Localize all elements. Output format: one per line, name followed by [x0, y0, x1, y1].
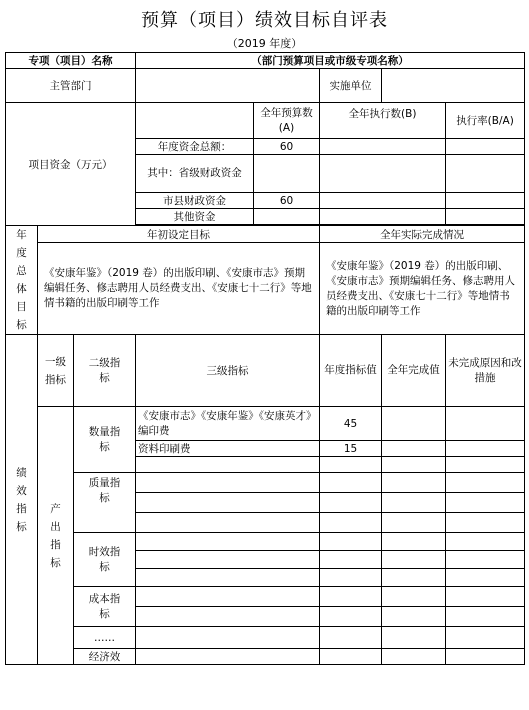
actual-value [382, 493, 446, 513]
exec-header: 全年执行数(B) [320, 103, 446, 139]
level3-item [136, 569, 320, 587]
project-name-value: （部门预算项目或市级专项名称） [136, 53, 525, 69]
actual-goal-text: 《安康年鉴》（2019 卷）的出版印刷、《安康市志》预期编辑任务、修志聘用人员经费支出、《安康七十二行》等地情书籍的出版印刷等工作 [320, 243, 525, 335]
level3-item [136, 493, 320, 513]
funds-row-budget [254, 209, 320, 225]
reason-value [446, 441, 525, 457]
funds-label: 项目资金（万元） [6, 103, 136, 226]
funds-row-budget [254, 155, 320, 193]
reason-value [446, 607, 525, 627]
reason-value [446, 473, 525, 493]
level3-item [136, 627, 320, 649]
actual-value [382, 569, 446, 587]
economic-label: 经济效 [74, 649, 136, 665]
evaluation-table [5, 52, 525, 665]
funds-row-name: 年度资金总额： [136, 139, 254, 155]
reason-value [446, 569, 525, 587]
output-label: 产出指标 [38, 407, 74, 665]
reason-value [446, 627, 525, 649]
rate-header: 执行率(B/A) [446, 103, 525, 139]
target-value [320, 649, 382, 665]
actual-value [382, 457, 446, 473]
level2-header: 二级指标 [74, 335, 136, 407]
target-value [320, 551, 382, 569]
reason-header: 未完成原因和改措施 [446, 335, 525, 407]
target-value [320, 607, 382, 627]
actual-header: 全年完成值 [382, 335, 446, 407]
reason-value [446, 551, 525, 569]
initial-goal-header: 年初设定目标 [38, 226, 320, 243]
funds-row-rate [446, 155, 525, 193]
cost-label: 成本指标 [74, 587, 136, 627]
actual-value [382, 607, 446, 627]
target-value [320, 493, 382, 513]
funds-header-blank [136, 103, 254, 139]
reason-value [446, 649, 525, 665]
level3-item [136, 587, 320, 607]
target-value [320, 569, 382, 587]
actual-goal-header: 全年实际完成情况 [320, 226, 525, 243]
level3-item [136, 513, 320, 533]
funds-row-rate [446, 139, 525, 155]
initial-goal-text: 《安康年鉴》（2019 卷）的出版印刷、《安康市志》预期编辑任务、修志聘用人员经费支出、《安康七十二行》等地情书籍的出版印刷等工作 [38, 243, 320, 335]
quantity-label: 数量指标 [74, 407, 136, 473]
level3-item [136, 457, 320, 473]
reason-value [446, 493, 525, 513]
ellipsis-label: …… [74, 627, 136, 649]
quality-label: 质量指标 [74, 473, 136, 533]
reason-value [446, 533, 525, 551]
funds-row-rate [446, 193, 525, 209]
target-value [320, 533, 382, 551]
target-value: 15 [320, 441, 382, 457]
level3-item [136, 551, 320, 569]
target-value [320, 473, 382, 493]
reason-value [446, 407, 525, 441]
funds-row-exec [320, 139, 446, 155]
level3-item: 《安康市志》《安康年鉴》《安康英才》编印费 [136, 407, 320, 441]
target-value [320, 513, 382, 533]
impl-unit-value [382, 69, 525, 103]
actual-value [382, 441, 446, 457]
funds-row-exec [320, 209, 446, 225]
page-title: 预算（项目）绩效目标自评表 [141, 10, 388, 31]
actual-value [382, 551, 446, 569]
reason-value [446, 587, 525, 607]
target-value: 45 [320, 407, 382, 441]
impl-unit-label: 实施单位 [320, 69, 382, 103]
budget-header: 全年预算数(A) [254, 103, 320, 139]
level3-header: 三级指标 [136, 335, 320, 407]
reason-value [446, 457, 525, 473]
level3-item [136, 533, 320, 551]
level3-item [136, 473, 320, 493]
perf-side-label: 绩效指标 [6, 335, 38, 665]
actual-value [382, 587, 446, 607]
funds-row-name: 其他资金 [136, 209, 254, 225]
target-value [320, 627, 382, 649]
actual-value [382, 513, 446, 533]
target-header: 年度指标值 [320, 335, 382, 407]
actual-value [382, 407, 446, 441]
level3-item [136, 607, 320, 627]
actual-value [382, 533, 446, 551]
goals-side-label: 年度总体目标 [6, 226, 38, 335]
funds-row-name: 其中：省级财政资金 [136, 155, 254, 193]
actual-value [382, 627, 446, 649]
dept-label: 主管部门 [6, 69, 136, 103]
funds-row-exec [320, 155, 446, 193]
funds-row-rate [446, 209, 525, 225]
project-name-label: 专项（项目）名称 [6, 53, 136, 69]
level3-item [136, 649, 320, 665]
target-value [320, 587, 382, 607]
actual-value [382, 649, 446, 665]
actual-value [382, 473, 446, 493]
level1-header: 一级指标 [38, 335, 74, 407]
funds-row-exec [320, 193, 446, 209]
funds-row-budget: 60 [254, 193, 320, 209]
target-value [320, 457, 382, 473]
timeliness-label: 时效指标 [74, 533, 136, 587]
funds-row-budget: 60 [254, 139, 320, 155]
level3-item: 资料印刷费 [136, 441, 320, 457]
reason-value [446, 513, 525, 533]
funds-row-name: 市县财政资金 [136, 193, 254, 209]
dept-value [136, 69, 320, 103]
page-subtitle: （2019 年度） [226, 37, 303, 50]
